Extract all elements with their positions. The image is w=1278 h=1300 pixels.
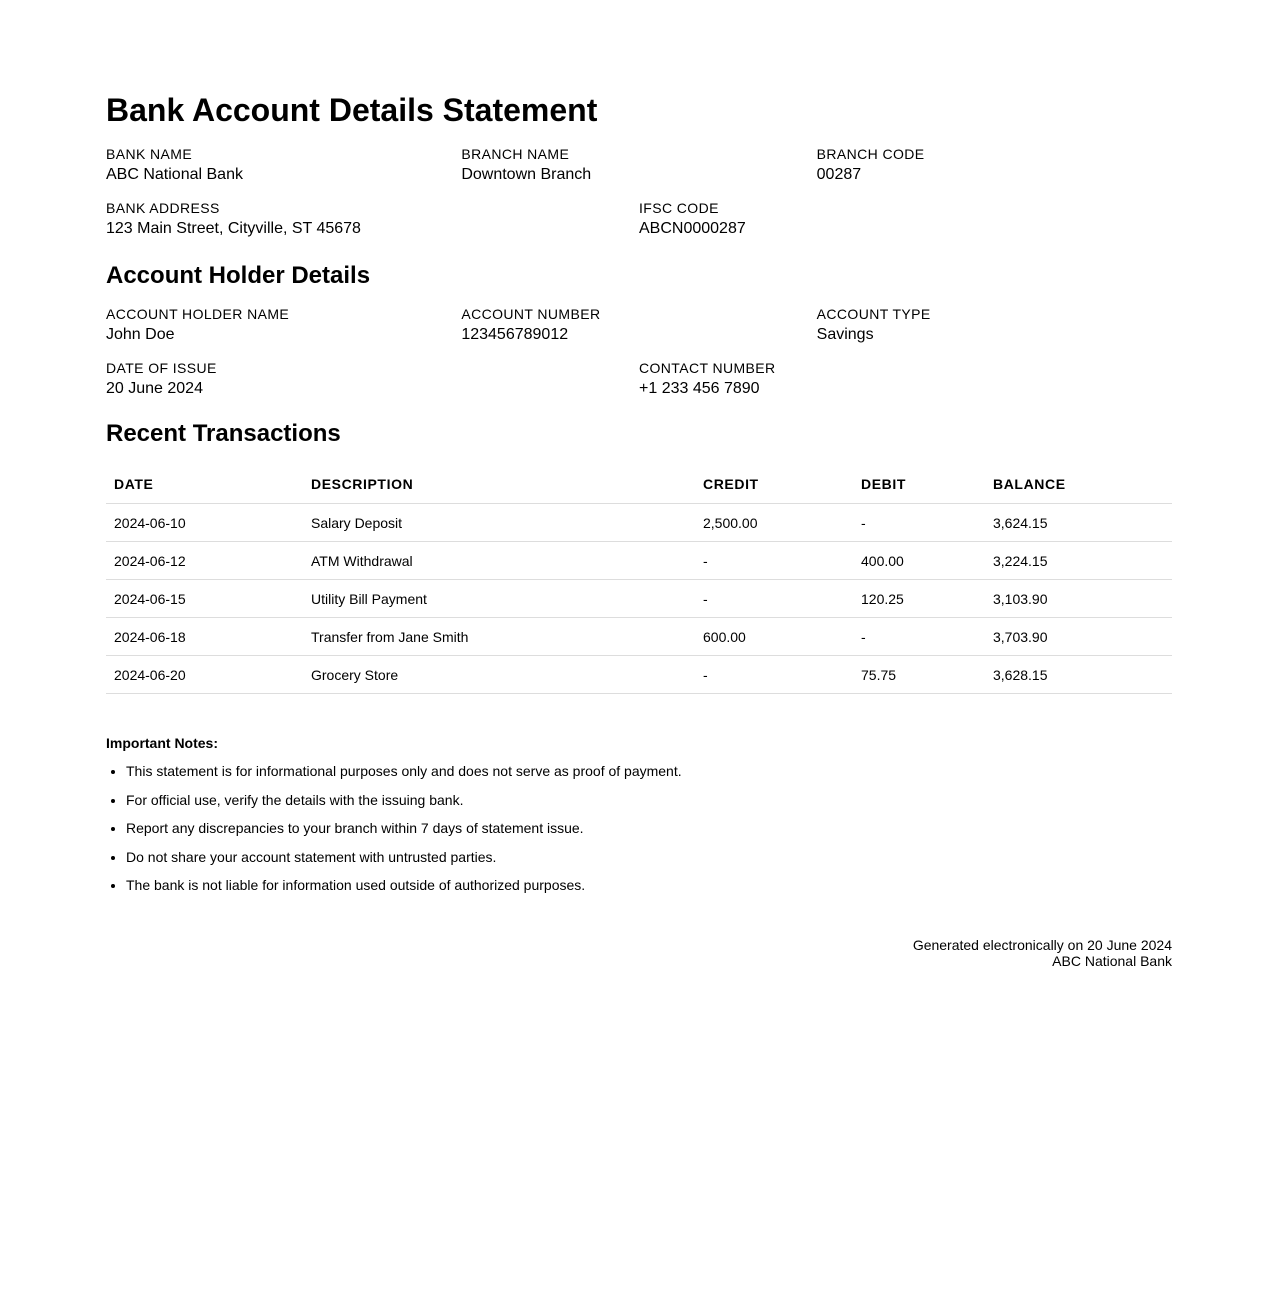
bank-details-row-2 xyxy=(106,199,1172,239)
account-holder-heading: Account Holder Details xyxy=(106,262,371,289)
table-row xyxy=(106,504,1172,542)
account-type-value: Savings xyxy=(816,326,874,343)
table-row xyxy=(106,580,1172,618)
cell-credit: 600.00 xyxy=(695,618,853,656)
account-number-value: 123456789012 xyxy=(461,326,569,343)
notes-title: Important Notes: xyxy=(106,735,218,751)
holder-name-value: John Doe xyxy=(106,326,175,343)
list-item: • The bank is not liable for information used outside of authorized purposes. xyxy=(126,876,1172,894)
cell-credit: - xyxy=(695,656,853,694)
holder-details-row-1 xyxy=(106,305,1172,345)
cell-date: 2024-06-18 xyxy=(106,618,303,656)
holder-name-field xyxy=(106,305,461,345)
cell-date: 2024-06-12 xyxy=(106,542,303,580)
contact-number-field xyxy=(639,359,1172,399)
bank-address-field xyxy=(106,199,639,239)
ifsc-code-field xyxy=(639,199,1172,239)
statement-footer xyxy=(106,937,1172,969)
branch-code-label: BRANCH CODE xyxy=(816,146,925,162)
transactions-table xyxy=(106,465,1172,694)
footer-bank-name: ABC National Bank xyxy=(1052,953,1172,969)
important-notes xyxy=(106,734,1172,894)
bank-name-field xyxy=(106,145,461,185)
cell-balance: 3,103.90 xyxy=(985,580,1172,618)
contact-number-value: +1 233 456 7890 xyxy=(639,380,760,397)
cell-balance: 3,703.90 xyxy=(985,618,1172,656)
account-type-field xyxy=(817,305,1172,345)
account-number-label: ACCOUNT NUMBER xyxy=(461,306,601,322)
bank-name-label: BANK NAME xyxy=(106,146,193,162)
issue-date-label: DATE OF ISSUE xyxy=(106,360,217,376)
bank-address-value: 123 Main Street, Cityville, ST 45678 xyxy=(106,220,361,237)
column-header-credit: CREDIT xyxy=(695,465,853,504)
holder-name-label: ACCOUNT HOLDER NAME xyxy=(106,306,290,322)
list-item: • For official use, verify the details with the issuing bank. xyxy=(126,791,1172,809)
column-header-debit: DEBIT xyxy=(853,465,985,504)
branch-code-value: 00287 xyxy=(816,166,862,183)
statement-page xyxy=(106,0,1172,969)
cell-credit: - xyxy=(695,542,853,580)
cell-debit: - xyxy=(853,504,985,542)
column-header-description: DESCRIPTION xyxy=(303,465,695,504)
cell-balance: 3,628.15 xyxy=(985,656,1172,694)
ifsc-code-label: IFSC CODE xyxy=(639,200,719,216)
generated-note: Generated electronically on 20 June 2024 xyxy=(912,937,1172,953)
cell-description: ATM Withdrawal xyxy=(303,542,695,580)
branch-name-label: BRANCH NAME xyxy=(461,146,570,162)
cell-description: Utility Bill Payment xyxy=(303,580,695,618)
cell-date: 2024-06-20 xyxy=(106,656,303,694)
cell-description: Transfer from Jane Smith xyxy=(303,618,695,656)
cell-debit: - xyxy=(853,618,985,656)
bank-address-label: BANK ADDRESS xyxy=(106,200,220,216)
branch-name-value: Downtown Branch xyxy=(461,166,592,183)
cell-description: Salary Deposit xyxy=(303,504,695,542)
table-row xyxy=(106,542,1172,580)
cell-debit: 120.25 xyxy=(853,580,985,618)
bank-name-value: ABC National Bank xyxy=(106,166,243,183)
branch-name-field xyxy=(461,145,816,185)
contact-number-label: CONTACT NUMBER xyxy=(639,360,776,376)
cell-balance: 3,624.15 xyxy=(985,504,1172,542)
transactions-header-row xyxy=(106,465,1172,504)
cell-credit: - xyxy=(695,580,853,618)
account-type-label: ACCOUNT TYPE xyxy=(816,306,931,322)
list-item: • Do not share your account statement with untrusted parties. xyxy=(126,848,1172,866)
notes-list xyxy=(106,762,1172,894)
cell-debit: 75.75 xyxy=(853,656,985,694)
cell-date: 2024-06-10 xyxy=(106,504,303,542)
table-row xyxy=(106,618,1172,656)
column-header-balance: BALANCE xyxy=(985,465,1172,504)
holder-details-row-2 xyxy=(106,359,1172,399)
column-header-date: DATE xyxy=(106,465,303,504)
account-number-field xyxy=(461,305,816,345)
list-item: • Report any discrepancies to your branch within 7 days of statement issue. xyxy=(126,819,1172,837)
cell-balance: 3,224.15 xyxy=(985,542,1172,580)
branch-code-field xyxy=(817,145,1172,185)
table-row xyxy=(106,656,1172,694)
list-item: • This statement is for informational purposes only and does not serve as proof of payment. xyxy=(126,762,1172,780)
cell-description: Grocery Store xyxy=(303,656,695,694)
cell-date: 2024-06-15 xyxy=(106,580,303,618)
page-title: Bank Account Details Statement xyxy=(106,92,598,128)
ifsc-code-value: ABCN0000287 xyxy=(639,220,746,237)
transactions-heading: Recent Transactions xyxy=(106,420,341,447)
cell-credit: 2,500.00 xyxy=(695,504,853,542)
issue-date-field xyxy=(106,359,639,399)
bank-details-row-1 xyxy=(106,145,1172,185)
cell-debit: 400.00 xyxy=(853,542,985,580)
issue-date-value: 20 June 2024 xyxy=(106,380,203,397)
